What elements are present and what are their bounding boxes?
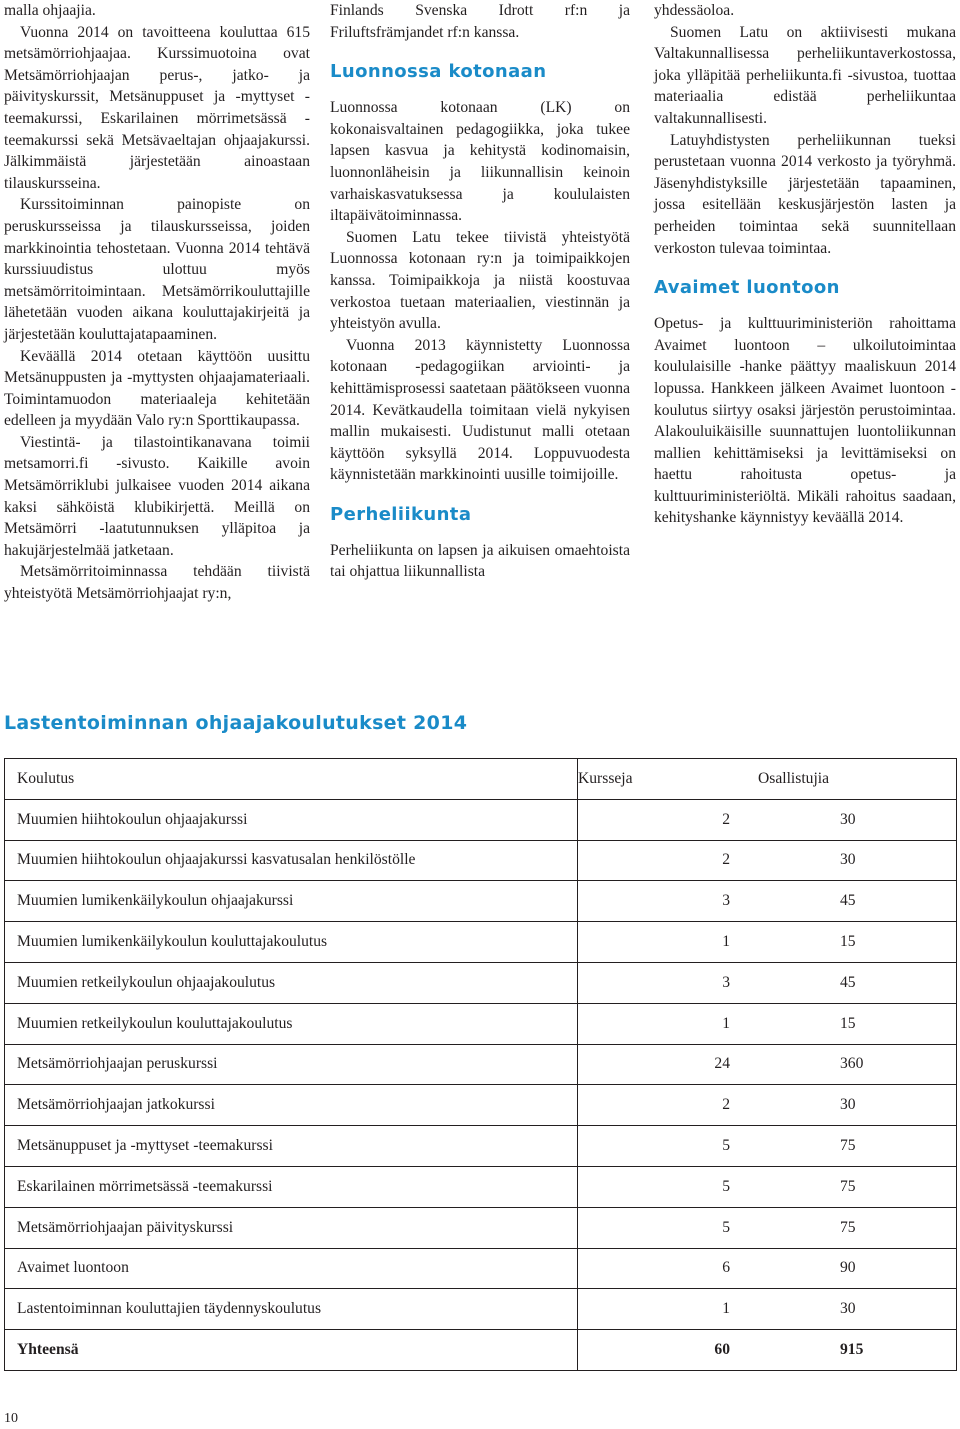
paragraph: Luonnossa kotonaan (LK) on kokonaisvaltainen pedagogiikka, joka tukee lapsen kasvua ja kehitystä kodinomaisin, luonnonläheisin ja liikunnallisin keinoin varhaiskasvatuksessa ja koululaisten iltapäivätoiminnassa. — [330, 99, 630, 225]
cell-osallistujia: 30 — [744, 840, 957, 881]
cell-kursseja: 2 — [578, 799, 745, 840]
column-3-body — [654, 0, 956, 259]
cell-kursseja: 3 — [578, 881, 745, 922]
paragraph: Vuonna 2013 käynnistetty Luonnossa kotonaan -pedagogiikan arviointi- ja kehittämisprosessi saatetaan päätökseen vuonna 2014. Kevätkaudella toimitaan vielä nykyisen mallin mukaisesti. Uudistunut malli otetaan käyttöön syksyllä 2014. Loppuvuodesta käynnistetään markkinointi uusille toimijoille. — [330, 336, 630, 484]
cell-koulutus: Metsänuppuset ja -myttyset -teemakurssi — [5, 1126, 578, 1167]
section-luonnossa-kotonaan — [330, 97, 630, 486]
paragraph: Suomen Latu tekee tiivistä yhteistyötä Luonnossa kotonaan ry:n ja toimipaikkojen kanssa. Toimipaikkoja ja niistä koostuvaa verkostoa tuetaan materiaalien, viestinnän ja yhteistyön avulla. — [330, 228, 630, 333]
cell-osallistujia: 15 — [744, 1003, 957, 1044]
table-total-row — [5, 1330, 957, 1371]
table-row — [5, 1166, 957, 1207]
cell-osallistujia: 915 — [744, 1330, 957, 1371]
cell-koulutus: Muumien hiihtokoulun ohjaajakurssi — [5, 799, 578, 840]
table-row — [5, 840, 957, 881]
table-row — [5, 799, 957, 840]
cell-koulutus: Muumien retkeilykoulun ohjaajakoulutus — [5, 962, 578, 1003]
cell-koulutus: Yhteensä — [5, 1330, 578, 1371]
cell-kursseja: 2 — [578, 1085, 745, 1126]
cell-koulutus: Muumien lumikenkäilykoulun kouluttajakoulutus — [5, 922, 578, 963]
table-row — [5, 922, 957, 963]
cell-koulutus: Muumien hiihtokoulun ohjaajakurssi kasvatusalan henkilöstölle — [5, 840, 578, 881]
column-2 — [330, 0, 630, 583]
table-row — [5, 1085, 957, 1126]
heading-avaimet-luontoon: Avaimet luontoon — [654, 277, 840, 299]
page-number: 10 — [4, 1411, 18, 1426]
column-2-intro: Finlands Svenska Idrott rf:n ja Friluftsfrämjandet rf:n kanssa. — [330, 2, 630, 41]
cell-koulutus: Metsämörriohjaajan jatkokurssi — [5, 1085, 578, 1126]
cell-koulutus: Muumien lumikenkäilykoulun ohjaajakurssi — [5, 881, 578, 922]
cell-kursseja: 1 — [578, 1003, 745, 1044]
cell-kursseja: 3 — [578, 962, 745, 1003]
cell-osallistujia: 30 — [744, 799, 957, 840]
table-row — [5, 1044, 957, 1085]
cell-osallistujia: 90 — [744, 1248, 957, 1289]
table-row — [5, 1289, 957, 1330]
heading-luonnossa-kotonaan: Luonnossa kotonaan — [330, 61, 547, 83]
cell-osallistujia: 75 — [744, 1126, 957, 1167]
table-row — [5, 1003, 957, 1044]
heading-perheliikunta: Perheliikunta — [330, 503, 472, 525]
cell-osallistujia: 15 — [744, 922, 957, 963]
paragraph: Keväällä 2014 otetaan käyttöön uusittu Metsänuppusten ja -myttysten ohjaajamateriaali. Toimintamuodon materiaaleja kehitetään edelleen ja myydään Valo ry:n Sporttikaupassa. — [4, 347, 310, 430]
table-row — [5, 881, 957, 922]
cell-osallistujia: 75 — [744, 1207, 957, 1248]
cell-osallistujia: 30 — [744, 1289, 957, 1330]
cell-koulutus: Avaimet luontoon — [5, 1248, 578, 1289]
header-koulutus: Koulutus — [5, 759, 578, 800]
table-row — [5, 1126, 957, 1167]
cell-kursseja: 1 — [578, 1289, 745, 1330]
cell-koulutus: Eskarilainen mörrimetsässä -teemakurssi — [5, 1166, 578, 1207]
cell-kursseja: 2 — [578, 840, 745, 881]
cell-kursseja: 1 — [578, 922, 745, 963]
column-3 — [654, 0, 956, 529]
cell-koulutus: Lastentoiminnan kouluttajien täydennyskoulutus — [5, 1289, 578, 1330]
cell-kursseja: 5 — [578, 1166, 745, 1207]
table-title: Lastentoiminnan ohjaajakoulutukset 2014 — [4, 712, 468, 734]
cell-osallistujia: 75 — [744, 1166, 957, 1207]
header-kursseja: Kursseja — [578, 759, 745, 800]
column-1 — [4, 0, 310, 605]
cell-kursseja: 5 — [578, 1207, 745, 1248]
table-header-row — [5, 759, 957, 800]
section-perheliikunta — [330, 540, 630, 583]
cell-kursseja: 60 — [578, 1330, 745, 1371]
cell-kursseja: 5 — [578, 1126, 745, 1167]
cell-koulutus: Muumien retkeilykoulun kouluttajakoulutus — [5, 1003, 578, 1044]
paragraph: yhdessäoloa. — [654, 2, 735, 19]
cell-koulutus: Metsämörriohjaajan peruskurssi — [5, 1044, 578, 1085]
cell-osallistujia: 45 — [744, 881, 957, 922]
cell-kursseja: 6 — [578, 1248, 745, 1289]
paragraph: Metsämörritoiminnassa tehdään tiivistä yhteistyötä Metsämörriohjaajat ry:n, — [4, 563, 310, 603]
header-osallistujia: Osallistujia — [744, 759, 957, 800]
paragraph: Suomen Latu on aktiivisesti mukana Valtakunnallisessa perheliikuntaverkostossa, joka ylläpitää perheliikunta.fi -sivustoa, tuottaa materiaalia edistää perheliikuntaa valtakunnallisesti. — [654, 23, 956, 127]
section-avaimet-luontoon — [654, 313, 956, 529]
cell-osallistujia: 30 — [744, 1085, 957, 1126]
table-row — [5, 1248, 957, 1289]
paragraph: Perheliikunta on lapsen ja aikuisen omaehtoista tai ohjattua liikunnallista — [330, 541, 630, 581]
courses-table — [4, 758, 957, 1371]
cell-kursseja: 24 — [578, 1044, 745, 1085]
table-row — [5, 962, 957, 1003]
paragraph: malla ohjaajia. — [4, 2, 96, 19]
paragraph: Viestintä- ja tilastointikanavana toimii metsamorri.fi -sivusto. Kaikille avoin Metsämörriklubi julkaisee vuoden 2014 aikana kaksi sähköistä klubikirjettä. Meillä on Metsämörri -laatutunnuksen ylläpitoa ja hakujärjestelmää jatketaan. — [4, 433, 310, 559]
paragraph: Vuonna 2014 on tavoitteena kouluttaa 615 metsämörriohjaajaa. Kurssimuotoina ovat Metsämörriohjaajan perus-, jatko- ja päivityskurssit, Metsänuppuset ja -myttyset -teemakurssi, Eskarilainen mörrimetsässä -teemakurssi sekä Metsävaeltajan ohjaajakurssi. Jälkimmäistä järjestetään ainoastaan tilauskursseina. — [4, 23, 310, 192]
cell-koulutus: Metsämörriohjaajan päivityskurssi — [5, 1207, 578, 1248]
paragraph: Latuyhdistysten perheliikunnan tueksi perustetaan vuonna 2014 verkosto ja työryhmä. Jäsenyhdistyksille järjestetään tapaaminen, jossa esitellään keskusjärjestön lasten ja perheiden toimintaa sekä suunnitellaan verkoston tulevaa toimintaa. — [654, 131, 956, 257]
paragraph: Opetus- ja kulttuuriministeriön rahoittama Avaimet luontoon – ulkoilutoimintaa koululaisille -hanke päättyy maaliskuun 2014 lopussa. Hankkeen jälkeen Avaimet luontoon -koulutus siirtyy osaksi järjestön perustoimintaa. Alakouluikäisille suunnattujen luontoliikunnan mallien kehittämiseksi ja levittämiseksi on haettu rahoitusta opetus- ja kulttuuriministeriöltä. Mikäli rahoitus saadaan, kehityshanke käynnistyy keväällä 2014. — [654, 315, 956, 527]
paragraph: Kurssitoiminnan painopiste on peruskursseissa ja tilauskursseissa, joiden markkinointia tehostetaan. Vuonna 2014 tehtävä kurssiuudistus ulottuu myös metsämörritoimintaan. Metsämörrikouluttajille lähetetään vuoden aikana kouluttajakirjeitä ja järjestetään kouluttajatapaaminen. — [4, 196, 310, 343]
cell-osallistujia: 45 — [744, 962, 957, 1003]
cell-osallistujia: 360 — [744, 1044, 957, 1085]
table-row — [5, 1207, 957, 1248]
